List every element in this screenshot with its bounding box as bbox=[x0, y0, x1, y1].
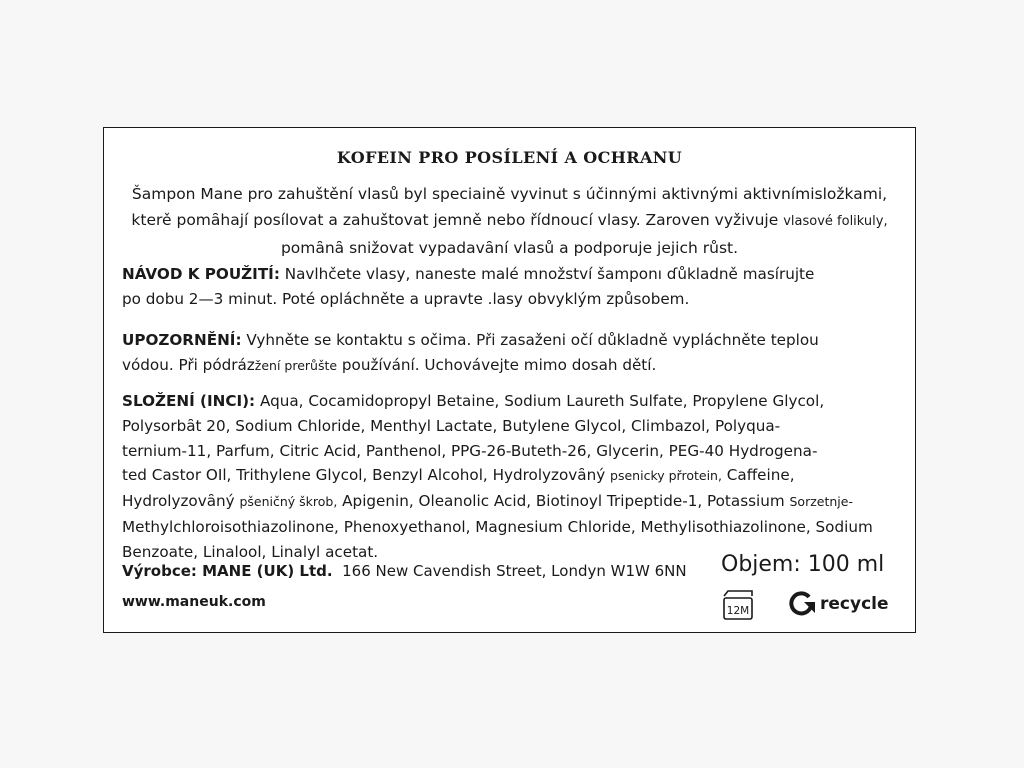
intro-line bbox=[122, 207, 897, 235]
intro-line: Šampon Mane pro zahuštění vlasů byl speciaině vyvinut s účinnými aktivnými aktivnímisložkami, bbox=[131, 185, 888, 203]
ingredients-line bbox=[122, 463, 900, 489]
ingredients-line: Methylchloroisothiazolinone, Phenoxyethanol, Magnesium Chloride, Methylisothiazolinone, Sodium bbox=[122, 517, 873, 536]
ingredients-text: Apigenin, Oleanolic Acid, Biotinoyl Tripeptide-1, Potassium bbox=[342, 492, 785, 511]
manufacturer-address: 166 New Cavendish Street, Londyn W1W 6NN bbox=[342, 562, 687, 580]
manufacturer-info bbox=[122, 562, 687, 580]
warning-text: používání. Uchovávejte mimo dosah dětí. bbox=[341, 355, 657, 374]
manufacturer-label: Výrobce: MANE (UK) Ltd. bbox=[122, 562, 333, 580]
warning-heading: UPOZORNĚNÍ: bbox=[122, 331, 242, 349]
ingredients-text: Hydrolyzovȃný bbox=[122, 492, 235, 511]
pao-label: 12M bbox=[726, 605, 750, 617]
warning-text: Vyhněte se kontaktu s očima. Při zasaženi očí důkladně vypláchněte teplou bbox=[246, 331, 819, 349]
intro-line: pomȃnȃ snižovat vypadavȃní vlasů a podporuje jejich růst. bbox=[280, 239, 739, 257]
ingredients-section bbox=[122, 389, 900, 565]
recycle-label: recycle bbox=[820, 594, 889, 614]
website-text: www.maneuk.com bbox=[122, 594, 266, 610]
recycle-mark bbox=[787, 589, 889, 619]
ingredients-line: ternium-11, Parfum, Citric Acid, Panthenol, PPG-26-Buteth-26, Glycerin, PEG-40 Hydrogena- bbox=[122, 441, 818, 460]
usage-heading: NÁVOD K POUŽITÍ: bbox=[122, 265, 280, 283]
recycle-icon bbox=[787, 589, 817, 619]
intro-paragraph bbox=[122, 181, 897, 261]
warning-section bbox=[122, 328, 900, 378]
warning-text-small: žení prerůšte bbox=[254, 357, 338, 373]
product-label bbox=[103, 127, 916, 633]
label-title: KOFEIN PRO POSÍLENÍ A OCHRANU bbox=[336, 148, 683, 167]
ingredients-text: ted Castor OIl, Trithylene Glycol, Benzyl Alcohol, Hydrolyzovȃný bbox=[122, 466, 606, 485]
ingredients-text-small: pšeničný škrob, bbox=[239, 494, 338, 510]
pao-jar-icon bbox=[721, 587, 756, 621]
usage-text: Navlhčete vlasy, naneste malé množství šamponı ɗůkladně masírujte bbox=[284, 265, 815, 283]
usage-section bbox=[122, 262, 900, 311]
ingredients-text: Aqua, Cocamidopropyl Betaine, Sodium Laureth Sulfate, Propylene Glycol, bbox=[259, 392, 825, 410]
intro-line-text: kterě pomȃhají posílovat a zahuštovat jemně nebo řídnoucí vlasy. Zaroven vyživuje bbox=[131, 211, 779, 229]
ingredients-line: Polysorbȃt 20, Sodium Chloride, Menthyl Lactate, Butylene Glycol, Climbazol, Polyqua- bbox=[122, 416, 781, 435]
ingredients-text-small: Sorzetnje- bbox=[789, 494, 853, 510]
ingredients-heading: SLOŽENÍ (INCI): bbox=[122, 392, 256, 410]
warning-text: vódou. Při pódráz bbox=[122, 355, 255, 374]
warning-line bbox=[122, 328, 900, 353]
ingredients-text: Caffeine, bbox=[726, 466, 795, 485]
intro-line-text-small: vlasové folikuly, bbox=[783, 214, 888, 229]
warning-line bbox=[122, 353, 900, 379]
volume-text: Objem: 100 ml bbox=[721, 552, 885, 577]
ingredients-text-small: psenicky přrotein, bbox=[610, 468, 722, 484]
usage-line: po dobu 2—3 minut. Poté opláchněte a upravte .lasy obvyklým způsobem. bbox=[122, 289, 690, 308]
usage-line bbox=[122, 262, 900, 287]
ingredients-line bbox=[122, 489, 900, 515]
ingredients-line: Benzoate, Linalool, Linalyl acetat. bbox=[122, 542, 379, 561]
ingredients-line bbox=[122, 389, 900, 414]
